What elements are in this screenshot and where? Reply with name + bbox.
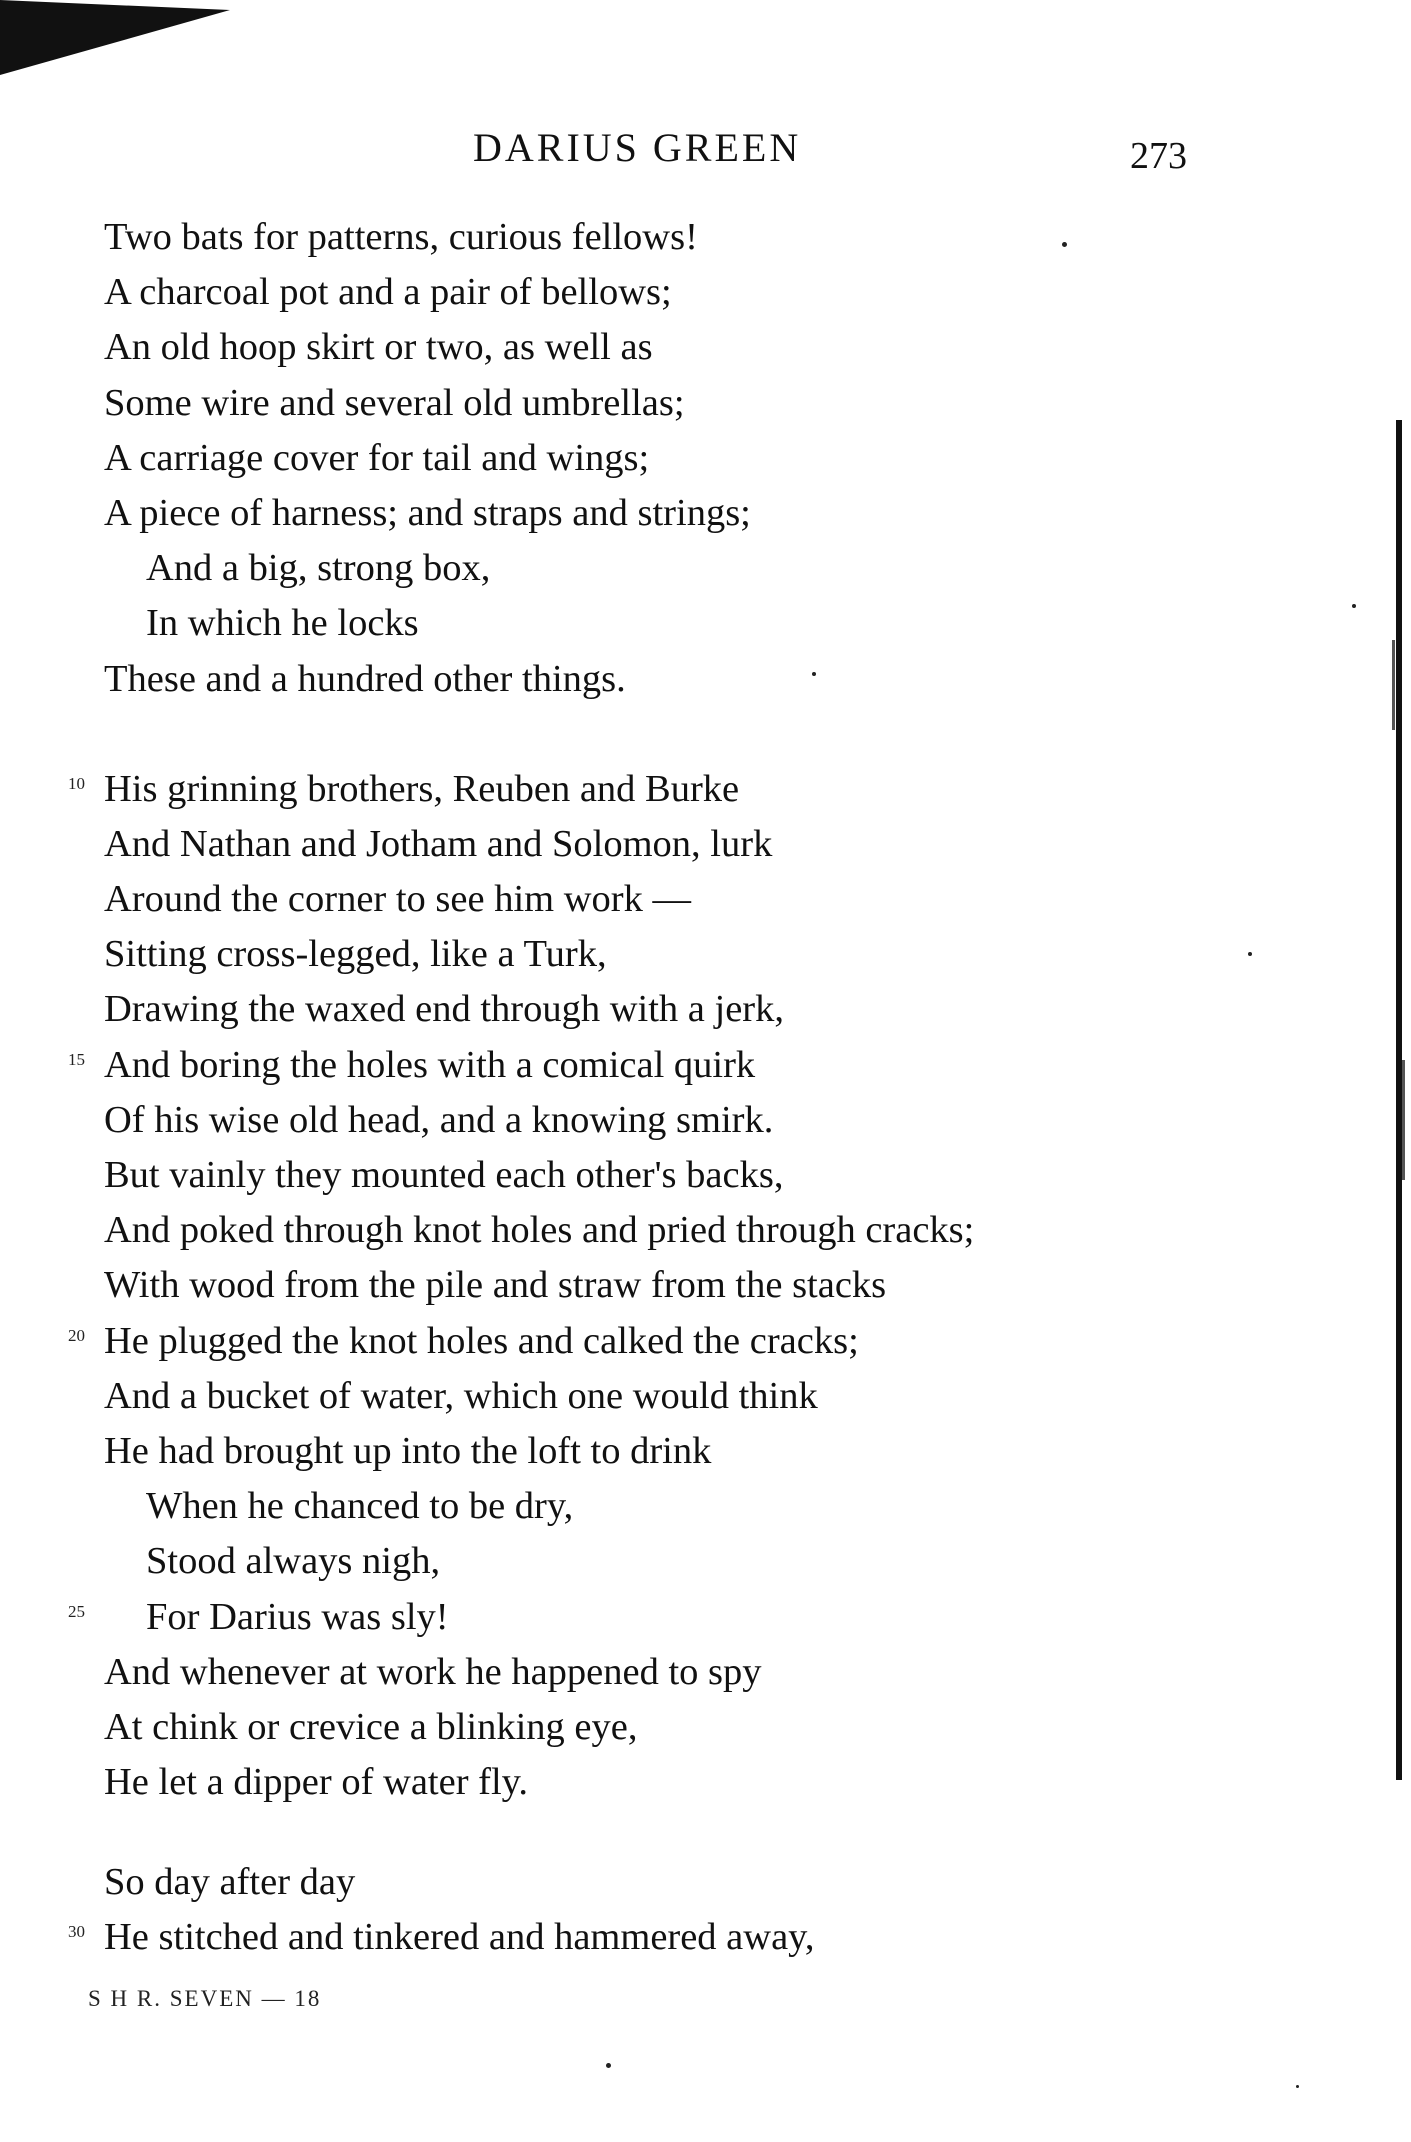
line-number: 20: [68, 1325, 85, 1345]
printer-signature: S H R. SEVEN — 18: [88, 1986, 322, 2011]
poem-line: Of his wise old head, and a knowing smirk.: [104, 1098, 774, 1141]
running-title: DARIUS GREEN: [473, 125, 802, 170]
poem-line: An old hoop skirt or two, as well as: [104, 326, 653, 369]
poem-line-numbered: [68, 1590, 1224, 1645]
poem-line-text: His grinning brothers, Reuben and Burke: [104, 767, 740, 810]
stanza-break: [104, 707, 1224, 762]
poem-line: Two bats for patterns, curious fellows!: [104, 216, 698, 258]
line-number: 10: [68, 773, 85, 793]
ink-speck: [1248, 952, 1252, 956]
poem-line: Some wire and several old umbrellas;: [104, 381, 685, 424]
poem-line: Drawing the waxed end through with a jerk,: [104, 988, 784, 1031]
poem-line-numbered: [68, 1910, 1224, 1965]
poem-line: And poked through knot holes and pried through cracks;: [104, 1209, 975, 1252]
ink-speck: [1352, 604, 1356, 608]
ink-speck: [812, 672, 816, 676]
poem-line: He let a dipper of water fly.: [104, 1761, 529, 1804]
stanza-1: [104, 210, 1224, 707]
poem-line: These and a hundred other things.: [104, 657, 626, 700]
poem-line: And a big, strong box,: [146, 547, 491, 590]
poem-line: He had brought up into the loft to drink: [104, 1429, 712, 1472]
line-number: 15: [68, 1049, 85, 1069]
poem-line-numbered: [68, 1038, 1224, 1093]
stanza-break: [104, 1810, 1224, 1855]
poem-line-numbered: [68, 1314, 1224, 1369]
line-number: 30: [68, 1922, 85, 1942]
poem-line: But vainly they mounted each other's backs,: [104, 1154, 784, 1196]
poem-line: A charcoal pot and a pair of bellows;: [104, 271, 672, 314]
poem-line: With wood from the pile and straw from the stacks: [104, 1264, 887, 1307]
page-number: 273: [1130, 135, 1187, 177]
poem-line-text: For Darius was sly!: [146, 1595, 449, 1638]
page-edge-shadow: [1392, 420, 1406, 1780]
poem-line-text: And boring the holes with a comical quirk: [104, 1043, 756, 1086]
ink-speck: [1062, 242, 1067, 247]
poem-line-text: He plugged the knot holes and calked the cracks;: [104, 1319, 859, 1362]
poem-line-numbered: [68, 762, 1224, 817]
stanza-2: [68, 762, 1224, 1811]
poem-line: In which he locks: [146, 602, 419, 645]
poem-line: Around the corner to see him work —: [104, 878, 691, 921]
line-number: 25: [68, 1601, 85, 1621]
ink-speck: [1296, 2085, 1299, 2088]
stanza-3: [68, 1855, 1224, 1965]
poem-line: Sitting cross-legged, like a Turk,: [104, 933, 607, 976]
scan-corner-mark: [0, 0, 230, 80]
poem-line: Stood always nigh,: [146, 1540, 441, 1583]
ink-speck: [606, 2063, 611, 2068]
poem-line: When he chanced to be dry,: [146, 1485, 574, 1528]
poem-line: And whenever at work he happened to spy: [104, 1650, 762, 1693]
poem-line: So day after day: [104, 1861, 356, 1904]
poem-line: And a bucket of water, which one would think: [104, 1374, 818, 1417]
poem-line: At chink or crevice a blinking eye,: [104, 1705, 638, 1748]
poem-body: [68, 210, 1224, 1966]
poem-line: And Nathan and Jotham and Solomon, lurk: [104, 822, 773, 865]
poem-line: A piece of harness; and straps and strings;: [104, 491, 751, 534]
poem-line: A carriage cover for tail and wings;: [104, 436, 650, 479]
poem-line-text: He stitched and tinkered and hammered away,: [104, 1916, 815, 1959]
